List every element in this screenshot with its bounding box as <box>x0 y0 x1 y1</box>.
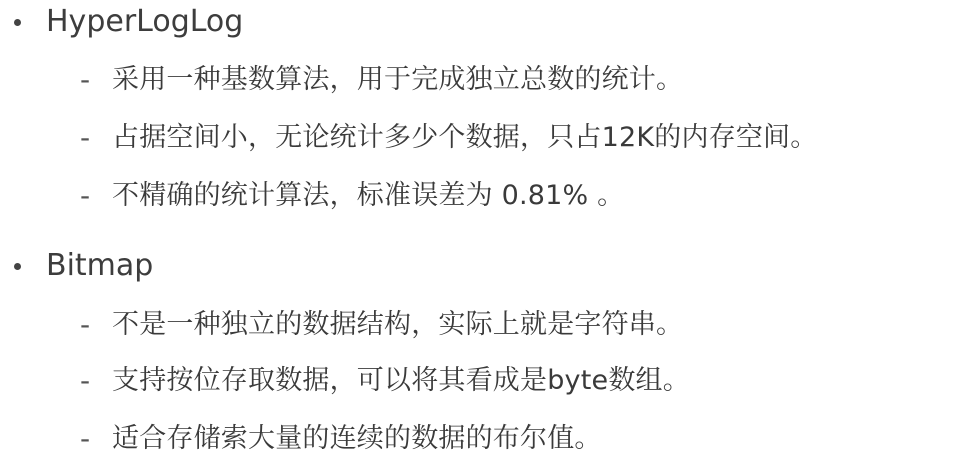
dash-marker: - <box>80 308 91 341</box>
bullet-dot-icon <box>14 19 21 26</box>
list-item <box>0 176 980 216</box>
list-item-text: 适合存储索大量的连续的数据的布尔值。 <box>112 423 602 454</box>
dash-marker: - <box>80 422 91 455</box>
bullet-dot-icon <box>14 263 21 270</box>
list-item <box>0 60 980 100</box>
list-item <box>0 305 980 345</box>
section-title-hyperloglog: HyperLogLog <box>46 4 244 39</box>
list-item-text: 采用一种基数算法，用于完成独立总数的统计。 <box>112 64 684 95</box>
list-item <box>0 118 980 158</box>
list-item-text: 不是一种独立的数据结构，实际上就是字符串。 <box>112 309 684 340</box>
list-item-text: 支持按位存取数据，可以将其看成是byte数组。 <box>112 365 690 396</box>
list-item-text: 不精确的统计算法，标准误差为 0.81% 。 <box>112 180 625 211</box>
dash-marker: - <box>80 179 91 212</box>
list-item <box>0 419 980 459</box>
dash-marker: - <box>80 121 91 154</box>
list-item <box>0 361 980 401</box>
section-title-bitmap: Bitmap <box>46 248 154 283</box>
list-item-text: 占据空间小，无论统计多少个数据，只占12K的内存空间。 <box>112 122 818 153</box>
dash-marker: - <box>80 63 91 96</box>
dash-marker: - <box>80 364 91 397</box>
